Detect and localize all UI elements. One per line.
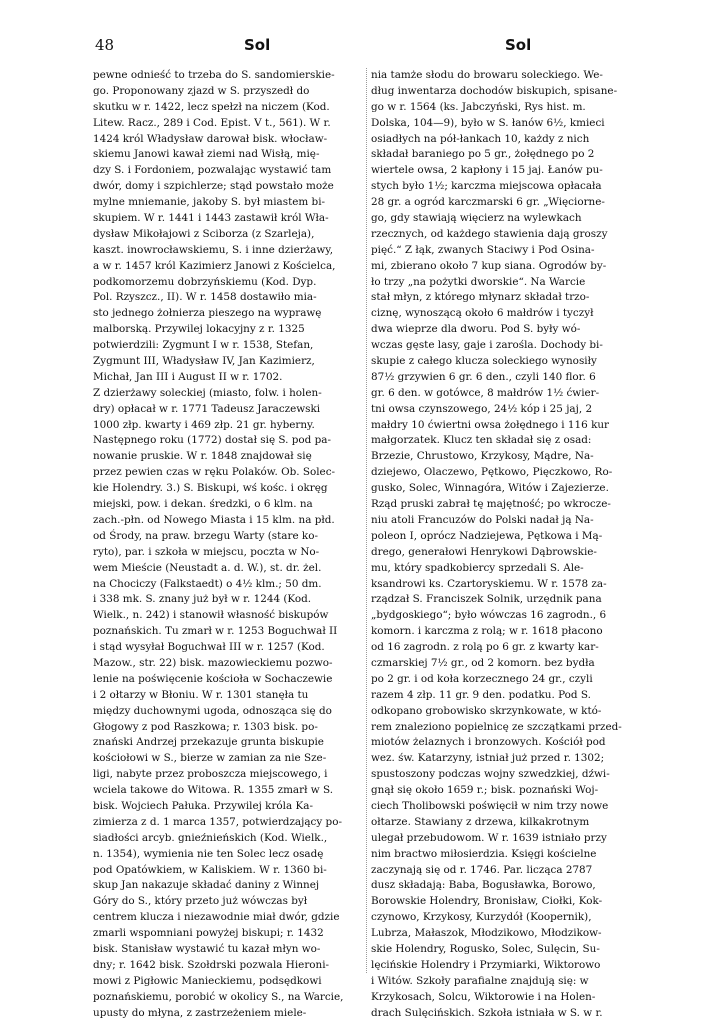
text-line: sto jednego żołnierza pieszego na wyprawę [93, 307, 322, 320]
text-line: rządzał S. Franciszek Solnik, urzędnik pana [371, 593, 602, 606]
text-line: poleon I, oprócz Nadziejewa, Pętkowa i Mą- [371, 529, 603, 542]
text-line: skup Jan nakazuje składać daniny z Winnej [93, 879, 320, 892]
text-line: zaczynają się od r. 1746. Par. licząca 2787 [371, 863, 593, 876]
text-line: centrem klucza i niezawodnie miał dwór, gdzie [93, 911, 340, 924]
text-line: składał baraniego po 5 gr., żołędnego po 2 [371, 148, 595, 161]
text-line: zimierza z d. 1 marca 1357, potwierdzający po- [93, 815, 342, 828]
text-line: lęcińskie Holendry i Przymiarki, Wiktorowo [371, 958, 601, 971]
text-line: ulegał przebudowom. W r. 1639 istniało przy [371, 831, 607, 844]
text-line: wcielа takowe do Witowa. R. 1355 zmarł w S. [93, 784, 334, 797]
text-line: wem Mieście (Neustadt a. d. W.), st. dr. żel. [93, 561, 322, 574]
text-line: go w r. 1564 (ks. Jabczyński, Rys hist. m. [371, 100, 586, 113]
text-line: Pol. Rzyszcz., II). W r. 1458 dostawiło mia- [93, 291, 317, 304]
text-line: potwierdzili: Zygmunt I w r. 1538, Stefan, [93, 339, 314, 352]
text-line: przez pewien czas w ręku Polaków. Ob. Solec- [93, 466, 336, 479]
text-line: dry) opłacał w r. 1771 Tadeusz Jaraczewski [93, 402, 321, 415]
text-line: poznańskiemu, porobić w okolicy S., na Warcie, [93, 990, 344, 1003]
text-line: mi, zbierano około 7 kup siana. Ogrodów by- [371, 259, 607, 272]
text-line: między duchownymi ugoda, odnosząca się do [93, 704, 332, 717]
text-line: gr. 6 den. w gotówce, 8 małdrów 1½ ćwier- [371, 386, 600, 399]
right-running-head: Sol [505, 36, 532, 54]
text-line: nia tamże słodu do browaru soleckiego. We- [371, 69, 603, 81]
text-line: ciech Tholibowski poświęcił w nim trzy nowe [371, 799, 609, 812]
text-line: Litew. Racz., 289 i Cod. Epist. V t., 561). W r. [93, 116, 331, 129]
text-line: rzecznych, od każdego stawienia dają groszy [371, 227, 608, 240]
text-line: a w r. 1457 król Kazimierz Janowi z Kościelca, [93, 259, 336, 272]
text-line: Mazow., str. 22) bisk. mazowieckiemu pozwo- [93, 656, 333, 669]
text-line: bisk. Wojciech Pałuka. Przywilej króla Ka- [93, 799, 313, 812]
text-line: go. Proponowany zjazd w S. przyszedł do [93, 84, 310, 97]
text-line: Krzykosach, Solcu, Wiktorowie i na Holen- [371, 990, 596, 1003]
text-line: podkomorzemu dobrzyńskiemu (Kod. Dyp. [93, 275, 317, 288]
text-line: siadłości arcyb. gnieźnieńskich (Kod. Wielk., [93, 831, 328, 844]
text-line: malborską. Przywilej lokacyjny z r. 1325 [93, 323, 305, 336]
text-line: go, gdy stawiają więcierz na wylewkach [371, 212, 582, 225]
text-line: Dolska, 104—9), było w S. łanów 6½, kmieci [371, 116, 605, 129]
text-line: mowi z Pigłowic Manieckiemu, podsędkowi [93, 974, 322, 987]
text-line: Lubrza, Małaszok, Młodzikowo, Młodzikow- [371, 927, 602, 940]
text-line: stych było 1½; karczma miejscowa opłacała [371, 180, 602, 193]
text-line: Zygmunt III, Władysław IV, Jan Kazimierz, [93, 355, 315, 368]
text-line: poznańskich. Tu zmarł w r. 1253 Boguchwał II [93, 625, 338, 638]
text-line: tni owsa czynszowego, 24½ kóp i 25 jaj, 2 [371, 402, 593, 415]
text-line: skie Holendry, Rogusko, Solec, Sulęcin, Su- [371, 942, 600, 955]
text-line: dusz składają: Baba, Bogusławka, Borowo, [371, 879, 596, 892]
column-divider [366, 68, 367, 973]
text-line: i 2 ołtarzy w Błoniu. W r. 1301 stanęła tu [93, 688, 309, 701]
text-line: po 2 gr. i od koła korzecznego 24 gr., czyli [371, 672, 593, 685]
text-line: drego, generałowi Henrykowi Dąbrowskie- [371, 545, 597, 558]
page-header [0, 36, 720, 58]
text-line: n. 1354), wymienia nie ten Solec lecz osadę [93, 847, 324, 860]
text-line: Następnego roku (1772) dostał się S. pod pa- [93, 434, 331, 447]
text-line: ryto), par. i szkoła w miejscu, poczta w No- [93, 545, 320, 558]
text-line: wiertele owsa, 2 kapłony i 15 jaj. Łanów pu- [371, 164, 603, 177]
text-line: ło trzy „na pożytki dworskie“. Na Warcie [371, 275, 586, 288]
text-line: znański Andrzej przekazuje grunta biskupie [93, 736, 324, 749]
text-line: drach Sulęcińskich. Szkoła istniała w S. w r. [371, 1006, 603, 1019]
text-line: kaszt. inowrocławskiemu, S. i inne dzierżawy, [93, 243, 334, 256]
text-line: dny; r. 1642 bisk. Szołdrski pozwala Hieroni- [93, 958, 330, 971]
text-line: kie Holendry. 3.) S. Biskupi, wś kośc. i okręg [93, 482, 328, 495]
text-line: bisk. Stanisław wystawić tu kazał młyn wo- [93, 942, 321, 955]
text-line: niu atoli Francuzów do Polski nadał ją Na- [371, 513, 594, 526]
left-text-column [93, 68, 363, 1021]
text-line: Rząd pruski zabrał tę majętność; po wkrocze- [371, 498, 611, 511]
text-line: pewne odnieść to trzeba do S. sandomierskie- [93, 69, 335, 81]
text-line: razem 4 złp. 11 gr. 9 den. podatku. Pod S. [371, 688, 591, 701]
left-running-head: Sol [244, 36, 271, 54]
text-line: czmarskiej 7½ gr., od 2 komorn. bez bydła [371, 656, 595, 669]
text-line: Brzezie, Chrustowo, Krzykosy, Mądre, Na- [371, 450, 594, 463]
text-line: rem znaleziono popielnicę ze szczątkami przed- [371, 720, 622, 733]
text-line: lenie na poświęcenie kościoła w Sochaczewie [93, 672, 333, 685]
text-line: skupiem. W r. 1441 i 1443 zastawił król Wła- [93, 212, 329, 225]
text-line: odkopano grobowisko skrzynkowate, w któ- [371, 704, 602, 717]
text-line: kościołowi w S., bierze w zamian za nie Sze- [93, 752, 327, 765]
text-line: ciznę, wynoszącą około 6 małdrów i tyczył [371, 307, 594, 320]
text-line: Góry do S., który przeto już wówczas był [93, 895, 308, 908]
text-line: dwa wieprze dla dworu. Pod S. były wó- [371, 323, 581, 336]
text-line: 28 gr. a ogród karczmarski 6 gr. „Więciorne- [371, 196, 605, 209]
text-line: i Witów. Szkoły parafialne znajdują się: w [371, 974, 589, 987]
text-line: komorn. i karczma z rolą; w r. 1618 płacono [371, 625, 603, 638]
text-line: gusko, Solec, Winnagóra, Witów i Zajezierze. [371, 482, 609, 495]
text-line: wez. św. Katarzyny, istniał już przed r. 1302; [371, 752, 605, 765]
text-line: pod Opatówkiem, w Kaliskiem. W r. 1360 bi- [93, 863, 327, 876]
text-line: dwór, domy i szpichlerze; stąd powstało może [93, 180, 334, 193]
text-line: osiadłych na pół-łankach 10, każdy z nich [371, 132, 590, 145]
text-line: miejski, pow. i dekan. średzki, o 6 klm. na [93, 498, 313, 511]
text-line: od Środy, na praw. brzegu Warty (stare ko- [93, 529, 318, 542]
text-line: czynowo, Krzykosy, Kurzydół (Koopernik), [371, 911, 592, 924]
text-line: wczas gęste lasy, gaje i zarośla. Dochody bi- [371, 339, 603, 352]
page-number: 48 [95, 36, 115, 54]
text-line: zmarli wspomniani powyżej biskupi; r. 1432 [93, 927, 324, 940]
text-line: mu, który spadkobiercy sprzedali S. Ale- [371, 561, 584, 574]
text-line: spustoszony podczas wojny szwedzkiej, dźwi- [371, 768, 610, 781]
text-line: na Chociczy (Falkstaedt) o 4½ klm.; 50 dm. [93, 577, 322, 590]
text-line: Głogowy z pod Raszkowa; r. 1303 bisk. po- [93, 720, 318, 733]
text-line: dysław Mikołajowi z Sciborza (z Szarleja), [93, 227, 315, 240]
text-line: stał młyn, z którego młynarz składał trzo- [371, 291, 590, 304]
text-line: małdry 10 ćwiertni owsa żołędnego i 116 kur [371, 418, 610, 431]
text-line: dziejewo, Olaczewo, Pętkowo, Pięczkowo, Ro- [371, 466, 613, 479]
text-line: Michał, Jan III i August II w r. 1702. [93, 370, 283, 383]
text-line: skutku w r. 1422, lecz spełzł na niczem (Kod. [93, 100, 330, 113]
text-line: i 338 mk. S. znany już był w r. 1244 (Kod. [93, 593, 312, 606]
text-line: upusty do młyna, z zastrzeżeniem miele- [93, 1006, 307, 1019]
text-line: i stąd wysyłał Boguchwał III w r. 1257 (Kod. [93, 641, 325, 654]
text-line: ligi, nabyte przez proboszcza miejscowego, i [93, 768, 328, 781]
text-line: mylne mniemanie, jakoby S. był miastem bi- [93, 196, 326, 209]
text-line: „bydgoskiego“; było wówczas 16 zagrodn., 6 [371, 609, 607, 622]
text-line: dług inwentarza dochodów biskupich, spisane- [371, 84, 618, 97]
text-line: gnął się około 1659 r.; bisk. poznański Woj- [371, 784, 599, 797]
text-line: nowanie pruskie. W r. 1848 znajdował się [93, 450, 312, 463]
text-line: Z dzierżawy soleckiej (miasto, folw. i holen- [93, 386, 322, 399]
text-line: miotów żelaznych i bronzowych. Kościół pod [371, 736, 606, 749]
text-line: nim bractwo miłosierdzia. Księgi kościelne [371, 847, 597, 860]
text-line: dzy S. i Fordoniem, pozwalając wystawić tam [93, 164, 332, 177]
text-line: pięć.“ Z łąk, zwanych Staciwy i Pod Osina- [371, 243, 595, 256]
text-line: Borowskie Holendry, Bronisław, Ciołki, Kok- [371, 895, 603, 908]
text-line: Wielk., n. 242) i stanowił własność biskupów [93, 609, 329, 622]
text-line: 1000 złp. kwarty i 469 złp. 21 gr. hyberny. [93, 418, 315, 431]
text-line: skupie z całego klucza soleckiego wynosiły [371, 355, 597, 368]
text-line: skiemu Janowi kawał ziemi nad Wisłą, mię- [93, 148, 320, 161]
text-line: zach.-płn. od Nowego Miasta i 15 klm. na płd. [93, 513, 335, 526]
text-line: 87½ grzywien 6 gr. 6 den., czyli 140 flor. 6 [371, 370, 596, 383]
text-line: 1424 król Władysław darował bisk. włocław- [93, 132, 328, 145]
text-line: małgorzatek. Klucz ten składał się z osad: [371, 434, 592, 447]
text-line: od 16 zagrodn. z rolą po 6 gr. z kwarty kar- [371, 641, 599, 654]
right-text-column [371, 68, 641, 1021]
text-line: ksandrowi ks. Czartoryskiemu. W r. 1578 za- [371, 577, 607, 590]
text-line: ołtarze. Stawiany z drzewa, kilkakrotnym [371, 815, 590, 828]
